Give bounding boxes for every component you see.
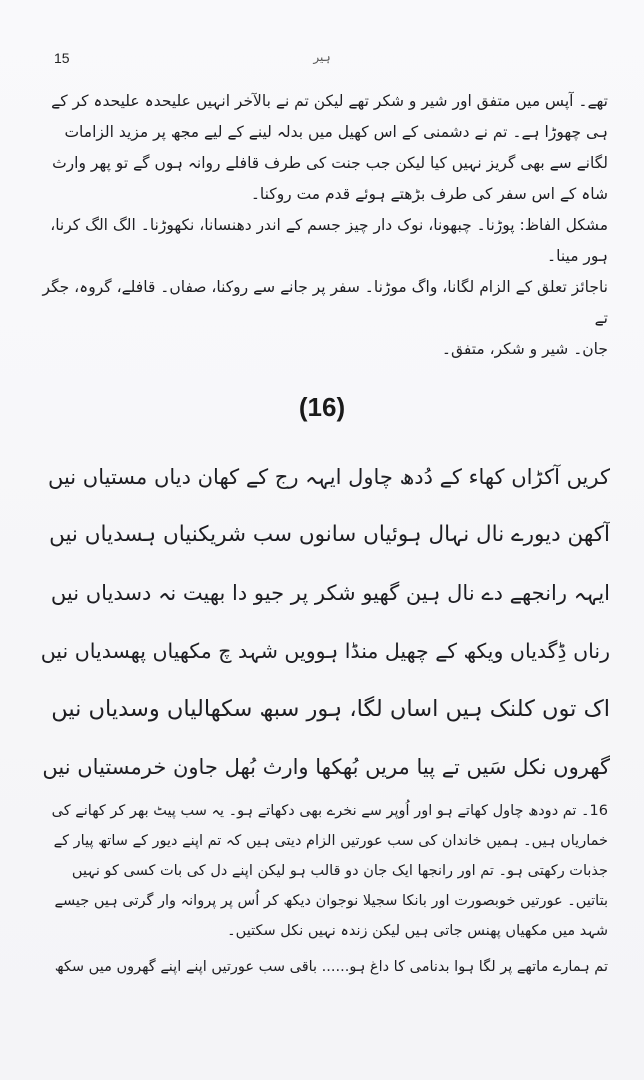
poem-line: رناں ڈِگدیاں ویکھ کے چھیل منڈا ہوویں شہد چ مکھیاں پھسدیاں نیں	[40, 639, 610, 663]
intro-section	[40, 86, 608, 365]
poem-line: گھروں نکل سَیں تے پیا مریں بُھکھا وارث بُھل جاون خرمستیاں نیں	[42, 755, 610, 779]
glossary-line-1: مشکل الفاظ: پوڑنا۔ چبھونا، نوک دار چیز جسم کے اندر دھنسانا، نکھوڑنا۔ الگ الگ کرنا، ہور مینا۔	[50, 216, 608, 265]
glossary-line-3: جان۔ شیر و شکر، متفق۔	[441, 340, 608, 358]
page-number: 15	[54, 50, 70, 66]
poem-line: آکھن دیورے نال نہال ہوئیاں سانوں سب شریکنیاں ہسدیاں نیں	[49, 522, 610, 547]
commentary-continuation: تم ہمارے ماتھے پر لگا ہوا بدنامی کا داغ ہو...... باقی سب عورتیں اپنے اپنے گھروں میں سکھ	[54, 959, 608, 975]
intro-paragraph: تھے۔ آپس میں متفق اور شیر و شکر تھے لیکن تم نے بالآخر انہیں علیحدہ علیحدہ کر کے ہی چھوڑا ہے۔ تم نے دشمنی کے اس کھیل میں بدلہ لینے کے لیے مجھ پر مزید الزامات لگانے سے بھی گریز نہیں کیا لیکن جب جنت کی طرف قافلے روانہ ہوں گے تو پھر وارث شاہ کے اس سفر کی طرف بڑھتے ہوئے قدم مت روکنا۔	[51, 92, 608, 203]
commentary-section	[38, 796, 608, 982]
poem-line: کریں آکڑاں کھاء کے دُدھ چاول ایہہ رج کے کھان دیاں مستیاں نیں	[47, 465, 610, 489]
glossary-line-2: ناجائز تعلق کے الزام لگانا، واگ موڑنا۔ سفر پر جانے سے روکنا، صفاں۔ قافلے، گروہ، جگر تے	[42, 278, 608, 327]
poem-line: ایہہ رانجھے دے نال ہین گھیو شکر پر جیو دا بھیت نہ دسدیاں نیں	[50, 581, 610, 605]
section-number: (16)	[298, 392, 346, 422]
poem-stanza	[40, 448, 610, 796]
poem-line: اک توں کلنک ہیں اساں لگا، ہور سبھ سکھالیاں وسدیاں نیں	[51, 696, 610, 722]
running-header: ہیر	[313, 50, 331, 64]
commentary-note-16: 16۔ تم دودھ چاول کھاتے ہو اور اُوپر سے نخرے بھی دکھاتے ہو۔ یہ سب پیٹ بھر کر کھانے کی خماریاں ہیں۔ ہمیں خاندان کی سب عورتیں الزام دیتی ہیں کہ تم اپنے دیور کے ساتھ پیار کے جذبات رکھتی ہو۔ تم اور رانجھا ایک جان دو قالب ہو لیکن اپنے دل کی بات کسی کو نہیں بتاتیں۔ عورتیں خوبصورت اور بانکا سجیلا نوجوان دیکھ کر اُس پر پروانہ وار گرتی ہیں جیسے شہد میں مکھیاں پھنس جاتی ہیں لیکن زندہ نہیں نکل سکتیں۔	[51, 803, 608, 939]
